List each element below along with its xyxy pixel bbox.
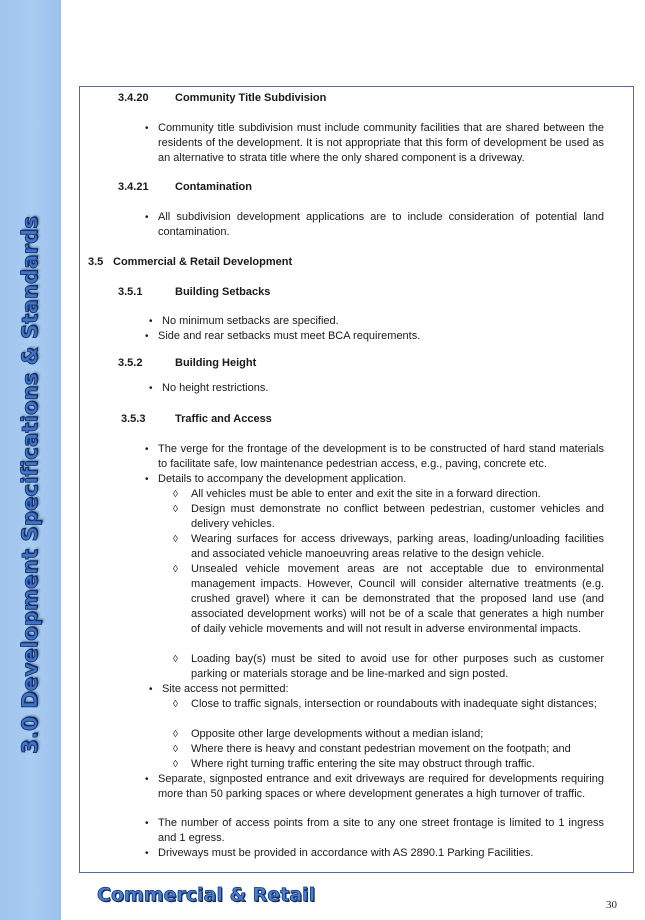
- list-item-text: No minimum setbacks are specified.: [162, 315, 339, 327]
- heading-3-5: [88, 255, 292, 270]
- list-item: [149, 381, 608, 396]
- sub-list-item: [173, 532, 604, 562]
- bullet-mark: •: [149, 316, 153, 327]
- sub-list-item: [173, 487, 604, 502]
- sub-list-item: [173, 742, 604, 757]
- list-item: [145, 816, 604, 846]
- diamond-mark: ◊: [173, 534, 178, 545]
- bullet-mark: •: [145, 474, 149, 485]
- diamond-mark: ◊: [173, 564, 178, 575]
- bullet-mark: •: [145, 212, 149, 223]
- sub-list-item-text: Opposite other large developments without a median island;: [191, 728, 484, 740]
- diamond-mark: ◊: [173, 489, 178, 500]
- section-number: 3.4.20: [118, 92, 149, 104]
- list-item: [145, 772, 604, 802]
- sub-list-item-text: Design must demonstrate no conflict between pedestrian, customer vehicles and delivery vehicles.: [191, 503, 604, 530]
- section-number: 3.5: [88, 256, 104, 268]
- list-item: [145, 121, 604, 166]
- list-item: [149, 314, 608, 329]
- sub-list-item: [173, 697, 604, 712]
- list-item: [145, 846, 604, 861]
- diamond-mark: ◊: [173, 654, 178, 665]
- bullet-mark: •: [145, 848, 149, 859]
- sub-list-item-text: Unsealed vehicle movement areas are not acceptable due to environmental management impacts. However, Council will consider alternative treatments (e.g. crushed gravel) where it can be demonstrated that the proposed land use (and associated development works) will not be of a scale that generates a high number of daily vehicle movements and will not result in adverse environmental impacts.: [191, 563, 604, 635]
- sub-list-item: [173, 502, 604, 532]
- sub-list-item: [173, 562, 604, 637]
- list-item: [149, 682, 608, 697]
- list-item-text: Driveways must be provided in accordance with AS 2890.1 Parking Facilities.: [158, 847, 534, 859]
- page-number: 30: [606, 899, 617, 911]
- section-title: Community Title Subdivision: [175, 92, 327, 104]
- footer-section-tag: Commercial & Retail: [97, 884, 316, 906]
- bullet-mark: •: [145, 331, 149, 342]
- diamond-mark: ◊: [173, 759, 178, 770]
- sub-list-item: [173, 652, 604, 682]
- sub-list-item-text: Wearing surfaces for access driveways, parking areas, loading/unloading facilities and associated vehicle manoeuvring areas relative to the design vehicle.: [191, 533, 604, 560]
- diamond-mark: ◊: [173, 504, 178, 515]
- sub-list-item: [173, 757, 604, 772]
- section-number: 3.5.1: [118, 286, 143, 298]
- section-title: Commercial & Retail Development: [113, 256, 293, 268]
- section-number: 3.5.3: [121, 413, 146, 425]
- list-item-text: All subdivision development applications are to include consideration of potential land contamination.: [158, 211, 604, 238]
- list-item: [145, 329, 604, 344]
- list-item-text: The verge for the frontage of the development is to be constructed of hard stand materials to facilitate safe, low maintenance pedestrian access, e.g., paving, concrete etc.: [158, 443, 604, 470]
- bullet-mark: •: [145, 774, 149, 785]
- list-item-text: Site access not permitted:: [162, 683, 289, 695]
- bullet-mark: •: [145, 123, 149, 134]
- list-item: [145, 442, 604, 472]
- diamond-mark: ◊: [173, 729, 178, 740]
- section-title: Building Height: [175, 357, 257, 369]
- sub-list-item-text: All vehicles must be able to enter and exit the site in a forward direction.: [191, 488, 541, 500]
- sub-list-item-text: Close to traffic signals, intersection or roundabouts with inadequate sight distances;: [191, 698, 597, 710]
- diamond-mark: ◊: [173, 744, 178, 755]
- diamond-mark: ◊: [173, 699, 178, 710]
- bullet-mark: •: [145, 818, 149, 829]
- section-title: Building Setbacks: [175, 286, 271, 298]
- section-title: Traffic and Access: [175, 413, 272, 425]
- list-item: [145, 210, 604, 240]
- list-item-text: Community title subdivision must include community facilities that are shared between the residents of the development. It is not appropriate that this form of development be used as an alternative to strata title where the only shared component is a driveway.: [158, 122, 604, 164]
- sub-list-item-text: Loading bay(s) must be sited to avoid use for other purposes such as customer parking or materials storage and be line-marked and sign posted.: [191, 653, 604, 680]
- sidebar-band: [0, 0, 61, 920]
- sub-list-item-text: Where right turning traffic entering the site may obstruct through traffic.: [191, 758, 535, 770]
- list-item-text: No height restrictions.: [162, 382, 269, 394]
- section-number: 3.4.21: [118, 181, 149, 193]
- section-number: 3.5.2: [118, 357, 143, 369]
- list-item-text: The number of access points from a site to any one street frontage is limited to 1 ingress and 1 egress.: [158, 817, 604, 844]
- bullet-mark: •: [149, 383, 153, 394]
- list-item-text: Separate, signposted entrance and exit driveways are required for developments requiring more than 50 parking spaces or where development generates a high turnover of traffic.: [158, 773, 604, 800]
- list-item-text: Side and rear setbacks must meet BCA requirements.: [158, 330, 421, 342]
- section-title: Contamination: [175, 181, 252, 193]
- sub-list-item: [173, 727, 604, 742]
- list-item-text: Details to accompany the development application.: [158, 473, 407, 485]
- bullet-mark: •: [149, 684, 153, 695]
- sub-list-item-text: Where there is heavy and constant pedestrian movement on the footpath; and: [191, 743, 571, 755]
- bullet-mark: •: [145, 444, 149, 455]
- chapter-title: 3.0 Development Specifications & Standards: [18, 215, 42, 755]
- list-item: [145, 472, 604, 487]
